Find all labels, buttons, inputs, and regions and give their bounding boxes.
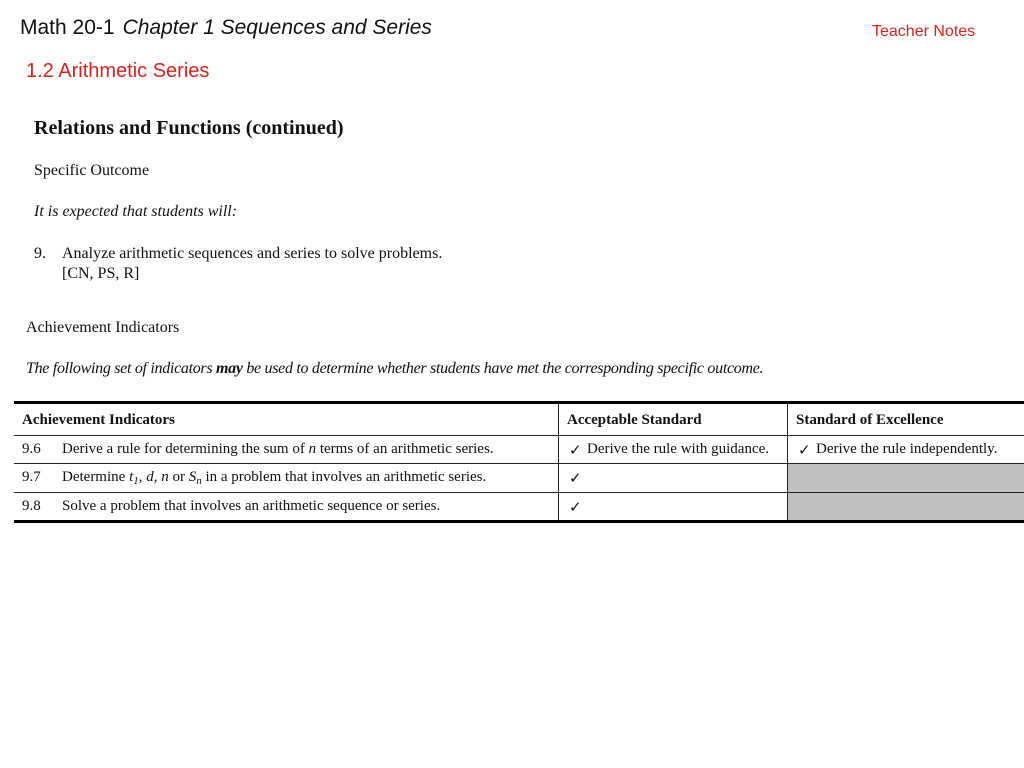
indicator-text: in a problem that involves an arithmetic series. [201, 469, 487, 485]
table-row [14, 464, 1024, 493]
indicator-text: Solve a problem that involves an arithmetic sequence or series. [62, 498, 441, 514]
indicator-separator: , [153, 469, 162, 485]
indicator-cell [14, 436, 559, 464]
excellence-cell-shaded [788, 493, 1024, 522]
indicator-variable: n [161, 469, 169, 485]
indicator-cell [14, 464, 559, 493]
outcome-heading: Specific Outcome [34, 162, 150, 179]
indicator-subscript: n [196, 475, 202, 487]
indicator-cell [14, 493, 559, 522]
acceptable-cell [559, 464, 788, 493]
indicator-number: 9.6 [22, 441, 41, 457]
header-achievement-indicators: Achievement Indicators [14, 403, 559, 436]
course-name: Math 20-1 [20, 16, 115, 39]
outcome-item [34, 244, 442, 284]
intro-text-end: be used to determine whether students have met the corresponding specific outcome. [242, 360, 764, 377]
excellence-text: Derive the rule independently. [816, 441, 998, 457]
excellence-cell-shaded [788, 464, 1024, 493]
checkmark-icon: ✓ [569, 500, 582, 516]
indicators-table [14, 401, 1024, 523]
checkmark-icon: ✓ [798, 443, 811, 459]
indicator-number: 9.8 [22, 498, 41, 514]
table-row [14, 436, 1024, 464]
checkmark-icon: ✓ [569, 471, 582, 487]
teacher-notes-label: Teacher Notes [872, 23, 976, 40]
outcome-text: Analyze arithmetic sequences and series to solve problems. [62, 245, 443, 262]
acceptable-cell [559, 493, 788, 522]
header-standard-of-excellence: Standard of Excellence [788, 403, 1024, 436]
intro-text-start: The following set of indicators [26, 360, 216, 377]
indicator-number: 9.7 [22, 469, 41, 485]
table-row [14, 493, 1024, 522]
achievement-heading: Achievement Indicators [26, 319, 180, 336]
course-title [20, 16, 432, 40]
acceptable-text: Derive the rule with guidance. [587, 441, 770, 457]
indicator-variable: S [188, 469, 197, 485]
indicator-text: Determine [62, 469, 130, 485]
expected-text: It is expected that students will: [34, 203, 238, 220]
header-acceptable-standard: Acceptable Standard [559, 403, 788, 436]
table-header-row [14, 403, 1024, 436]
indicator-separator: , [138, 469, 147, 485]
outcome-number: 9. [34, 245, 46, 262]
indicator-intro [26, 360, 763, 378]
outcome-processes: [CN, PS, R] [62, 265, 140, 282]
indicator-variable: t [129, 469, 134, 485]
indicator-variable: d [146, 469, 154, 485]
excellence-cell [788, 436, 1024, 464]
section-heading: Relations and Functions (continued) [34, 117, 344, 139]
chapter-title: Chapter 1 Sequences and Series [122, 16, 432, 39]
lesson-title: 1.2 Arithmetic Series [26, 60, 210, 82]
indicator-text: Derive a rule for determining the sum of [62, 441, 309, 457]
acceptable-cell [559, 436, 788, 464]
checkmark-icon: ✓ [569, 443, 582, 459]
indicator-separator: or [168, 469, 189, 485]
intro-emphasis: may [215, 360, 243, 377]
indicator-variable: n [308, 441, 317, 457]
indicator-text: terms of an arithmetic series. [316, 441, 494, 457]
indicator-subscript: 1 [133, 475, 139, 487]
